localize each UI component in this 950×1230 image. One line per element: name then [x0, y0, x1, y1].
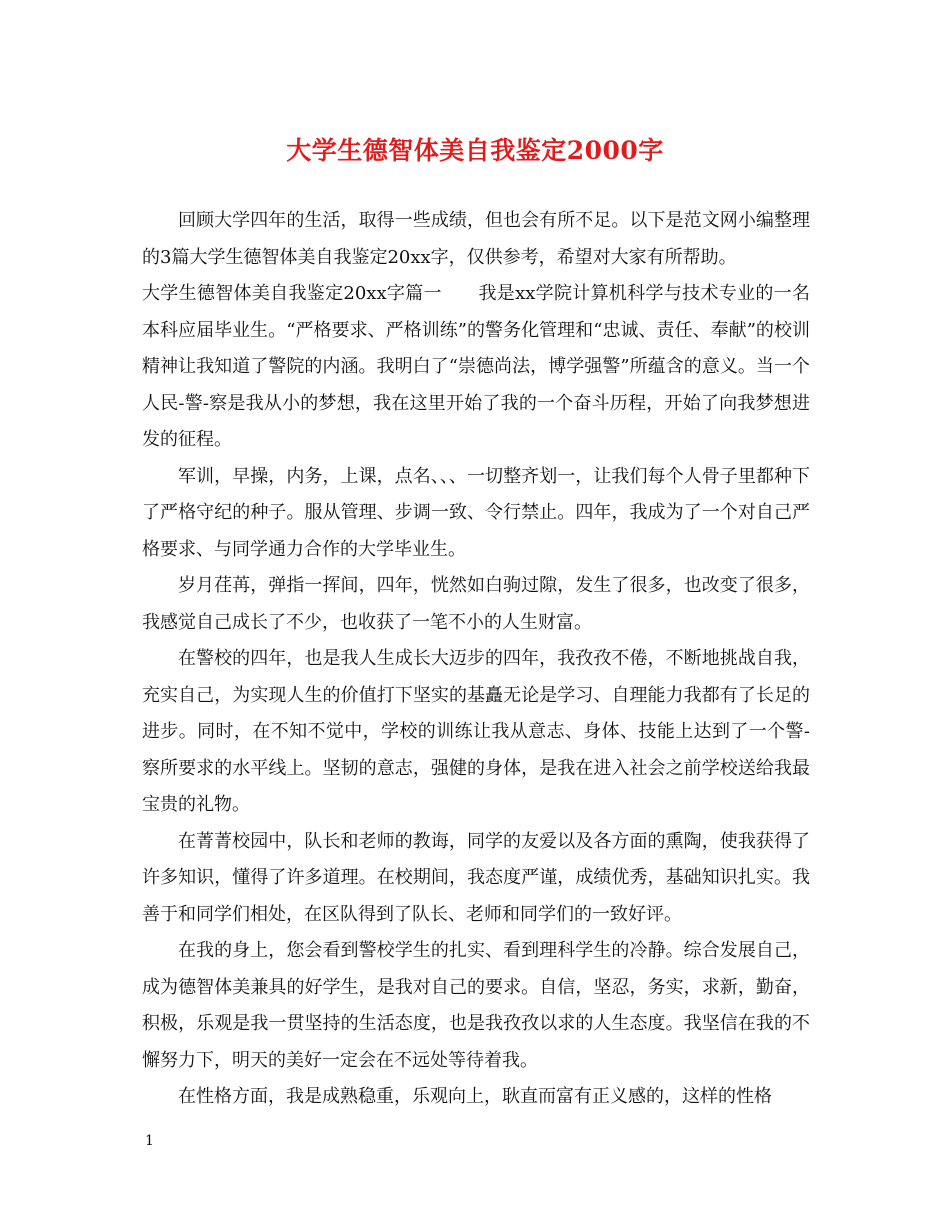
paragraph: 岁月荏苒，弹指一挥间，四年，恍然如白驹过隙，发生了很多，也改变了很多，我感觉自己成长了不少，也收获了一笔不小的人生财富。	[142, 575, 810, 633]
paragraph: 大学生德智体美自我鉴定20xx字篇一 我是xx学院计算机科学与技术专业的一名本科应届毕业生。“严格要求、严格训练”的警务化管理和“忠诚、责任、奉献”的校训精神让我知道了警院的内涵。我明白了“崇德尚法，博学强警”所蕴含的意义。当一个人民-警-察是我从小的梦想，我在这里开始了我的一个奋斗历程，开始了向我梦想进发的征程。	[142, 283, 810, 450]
paragraph: 在菁菁校园中，队长和老师的教诲，同学的友爱以及各方面的熏陶，使我获得了许多知识，懂得了许多道理。在校期间，我态度严谨，成绩优秀，基础知识扎实。我善于和同学们相处，在区队得到了队长、老师和同学们的一致好评。	[142, 830, 810, 925]
paragraph: 在警校的四年，也是我人生成长大迈步的四年，我孜孜不倦，不断地挑战自我，充实自己，为实现人生的价值打下坚实的基矗无论是学习、自理能力我都有了长足的进步。同时，在不知不觉中，学校的训练让我从意志、身体、技能上达到了一个警-察所要求的水平线上。坚韧的意志，强健的身体，是我在进入社会之前学校送给我最宝贵的礼物。	[142, 648, 810, 815]
document-title: 大学生德智体美自我鉴定2000字	[286, 136, 664, 165]
document-body	[142, 203, 810, 1116]
paragraph: 在性格方面，我是成熟稳重，乐观向上，耿直而富有正义感的，这样的性格	[178, 1086, 772, 1107]
page-number: 1	[145, 1133, 154, 1149]
paragraph: 回顾大学四年的生活，取得一些成绩，但也会有所不足。以下是范文网小编整理的3篇大学生德智体美自我鉴定20xx字，仅供参考，希望对大家有所帮助。	[142, 210, 810, 268]
paragraph: 在我的身上，您会看到警校学生的扎实、看到理科学生的冷静。综合发展自己，成为德智体美兼具的好学生，是我对自己的要求。自信，坚忍，务实，求新，勤奋，积极，乐观是我一贯坚持的生活态度，也是我孜孜以求的人生态度。我坚信在我的不懈努力下，明天的美好一定会在不远处等待着我。	[142, 940, 810, 1071]
paragraph: 军训，早操，内务，上课，点名、、、一切整齐划一，让我们每个人骨子里都种下了严格守纪的种子。服从管理、步调一致、令行禁止。四年，我成为了一个对自己严格要求、与同学通力合作的大学毕业生。	[142, 465, 810, 560]
